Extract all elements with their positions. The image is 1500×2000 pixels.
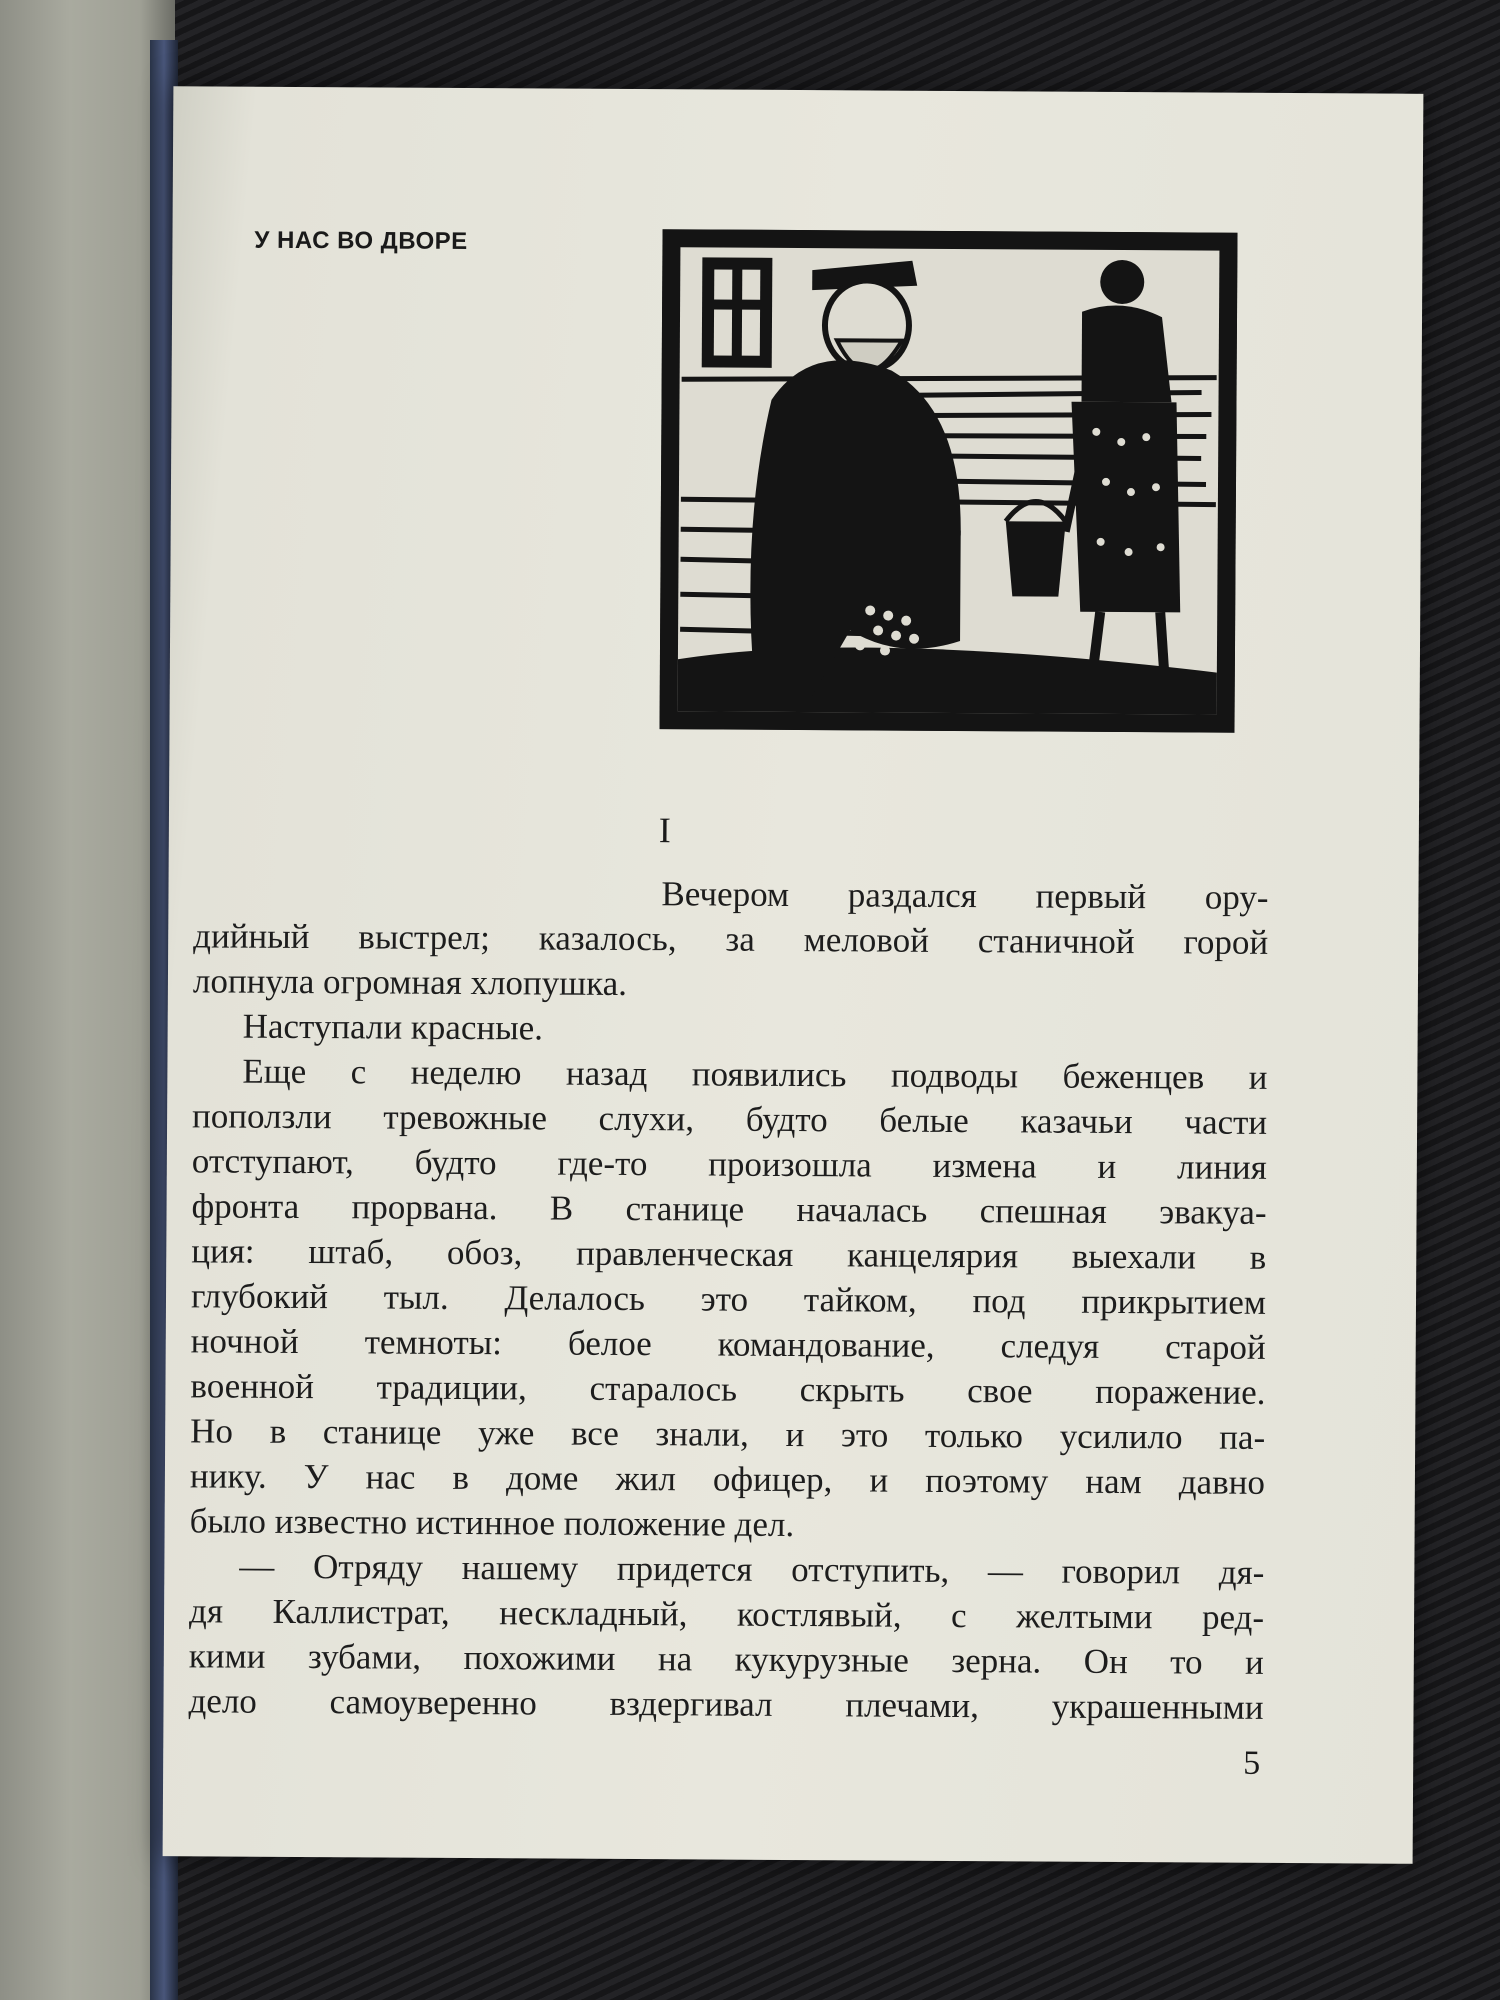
text-line: лопнула огромная хлопушка. [192, 961, 628, 1003]
text-line: военной традиции, старалось скрыть свое поражение. [190, 1366, 1266, 1412]
text-line: кими зубами, похожими на кукурузные зерна. Он то и [188, 1636, 1264, 1682]
text-line: дийный выстрел; казалось, за меловой станичной горой [193, 916, 1269, 962]
woodcut-image [659, 229, 1237, 733]
text-line: поползли тревожные слухи, будто белые казачьи части [192, 1096, 1268, 1142]
woodcut-illustration [659, 229, 1237, 733]
running-header: У НАС ВО ДВОРЕ [254, 226, 468, 255]
body-text [188, 868, 1268, 1730]
text-line: Наступали красные. [242, 1006, 544, 1048]
page-number: 5 [1243, 1744, 1261, 1782]
text-line: дело самоуверенно вздергивал плечами, украшенными [188, 1681, 1264, 1727]
text-line: ночной темноты: белое командование, следуя старой [190, 1321, 1266, 1367]
text-line: отступают, будто где-то произошла измена и линия [191, 1141, 1267, 1187]
text-line: фронта прорвана. В станице началась спешная эвакуа- [191, 1186, 1267, 1232]
chapter-number: I [658, 810, 672, 851]
text-line: дя Каллистрат, нескладный, костлявый, с желтыми ред- [188, 1591, 1265, 1637]
text-line: Вечером раздался первый ору- [661, 874, 1269, 917]
book-spine [0, 0, 175, 2000]
text-line: Но в станице уже все знали, и это только усилило па- [190, 1411, 1266, 1457]
text-line: ция: штаб, обоз, правленческая канцелярия выехали в [191, 1231, 1267, 1277]
text-line: глубокий тыл. Делалось это тайком, под прикрытием [190, 1276, 1267, 1322]
text-line: — Отряду нашему придется отступить, — говорил дя- [239, 1546, 1265, 1592]
text-line: Еще с неделю назад появились подводы беженцев и [242, 1051, 1268, 1097]
text-line: нику. У нас в доме жил офицер, и поэтому нам давно [189, 1456, 1266, 1502]
book-page [163, 86, 1424, 1864]
text-line: было известно истинное положение дел. [189, 1501, 795, 1545]
